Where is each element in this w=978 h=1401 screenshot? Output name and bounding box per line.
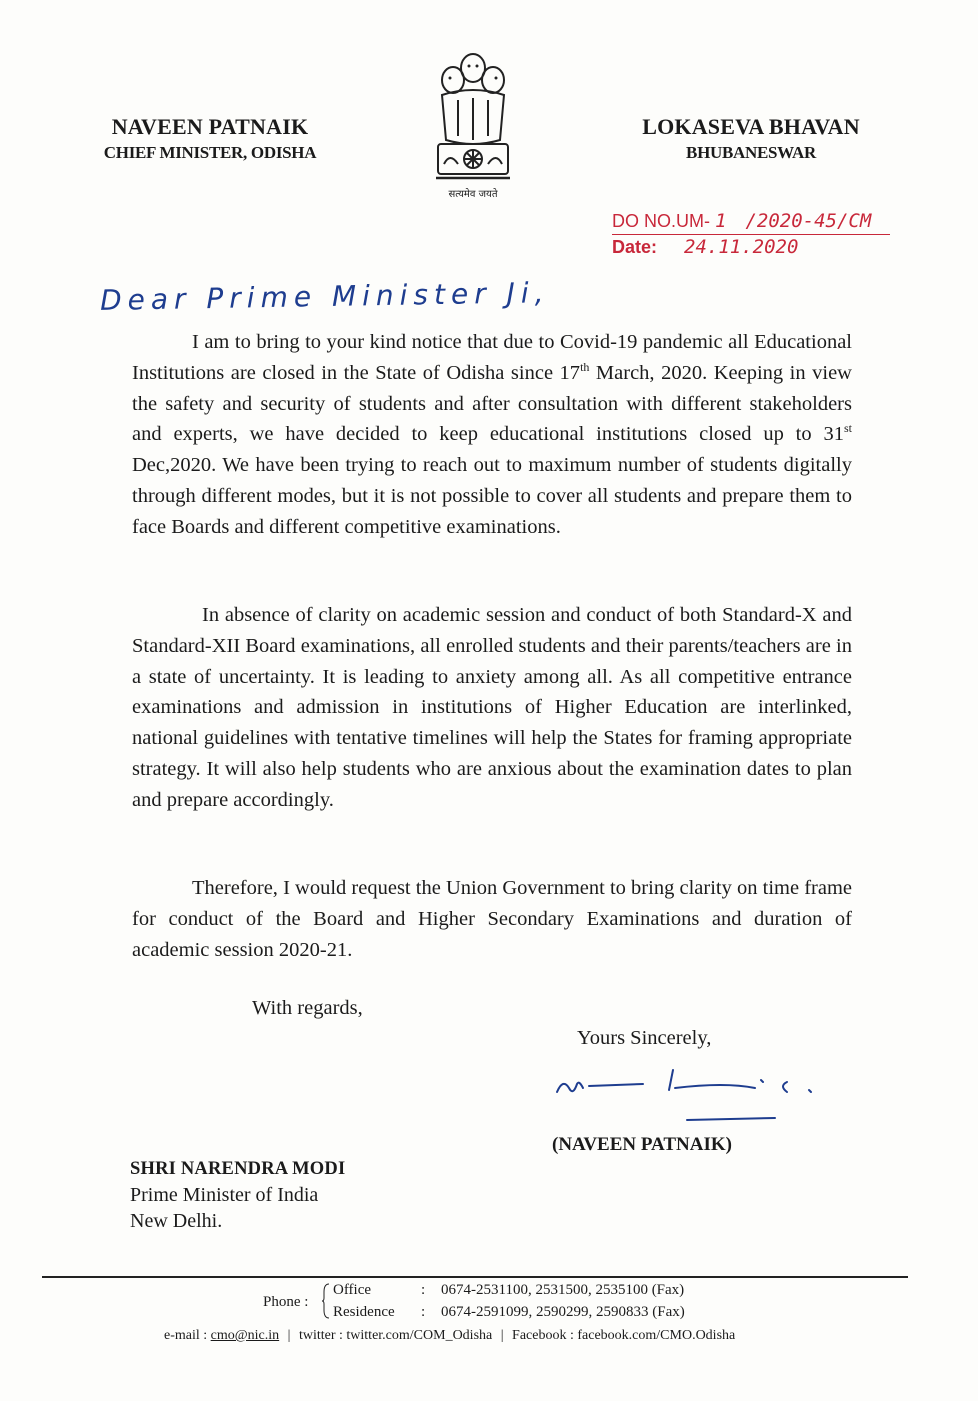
email-link[interactable]: cmo@nic.in xyxy=(210,1328,280,1343)
date-label: Date: xyxy=(612,237,658,257)
emblem-motto: सत्यमेव जयते xyxy=(448,189,498,200)
do-number-hand-2: /2020-45/CM xyxy=(745,210,872,232)
twitter-label: twitter : xyxy=(298,1328,343,1343)
office-label: Office xyxy=(333,1282,372,1298)
do-number xyxy=(612,208,902,234)
contact-line: e-mail : cmo@nic.in | twitter : twitter.com/COM_Odisha | Facebook : facebook.com/CMO.Odisha xyxy=(164,1328,736,1343)
addressee-city: New Delhi. xyxy=(130,1210,223,1232)
addressee-title: Prime Minister of India xyxy=(130,1184,319,1206)
brace-icon xyxy=(322,1283,330,1319)
do-number-hand-1: 1 xyxy=(715,210,727,232)
paragraph-1: I am to bring to your kind notice that due to Covid-19 pandemic all Educational Institutions are closed in the State of Odisha since 17th March, 2020. Keeping in view the safety and security of students and after consultation with different stakeholders and experts, we have decided to keep educational institutions closed up to 31st Dec,2020. We have been trying to reach out to maximum number of students digitally through different modes, but it is not possible to cover all students and prepare them to face Boards and different competitive examinations. xyxy=(132,331,852,538)
do-number-label: DO NO.UM- xyxy=(612,211,710,231)
office-block xyxy=(596,113,906,165)
salutation: Dear Prime Minister Ji, xyxy=(99,276,550,317)
signatory-name: (NAVEEN PATNAIK) xyxy=(552,1134,732,1155)
twitter-link[interactable]: twitter.com/COM_Odisha xyxy=(346,1328,493,1343)
addressee-block xyxy=(130,1156,345,1234)
addressee-name: SHRI NARENDRA MODI xyxy=(130,1159,346,1179)
phone-label: Phone : xyxy=(263,1294,309,1310)
handwritten-signature xyxy=(555,1058,825,1130)
letter-date xyxy=(612,234,902,260)
facebook-label: Facebook : xyxy=(512,1328,574,1343)
residence-numbers: 0674-2591099, 2590299, 2590833 (Fax) xyxy=(441,1304,685,1320)
with-regards: With regards, xyxy=(252,997,363,1019)
reference-underline xyxy=(612,234,890,235)
office-name: LOKASEVA BHAVAN xyxy=(642,114,860,139)
state-emblem xyxy=(428,40,518,210)
sender-name: NAVEEN PATNAIK xyxy=(111,114,309,139)
residence-phone-row: Residence : 0674-2591099, 2590299, 2590833 (Fax) xyxy=(333,1304,685,1320)
paragraph-3: Therefore, I would request the Union Government to bring clarity on time frame for conduct of the Board and Higher Secondary Examinations and duration of academic session 2020-21. xyxy=(132,877,852,961)
footer-divider xyxy=(42,1276,908,1278)
residence-label: Residence xyxy=(333,1304,395,1320)
facebook-link[interactable]: facebook.com/CMO.Odisha xyxy=(577,1328,736,1343)
date-value: 24.11.2020 xyxy=(684,236,799,258)
office-numbers: 0674-2531100, 2531500, 2535100 (Fax) xyxy=(441,1282,685,1298)
paragraph-2: In absence of clarity on academic session and conduct of both Standard-X and Standard-XII Board examinations, all enrolled students and their parents/teachers are in a state of uncertainty. It is leading to anxiety among all. As all competitive entrance examinations and admission in institutions of Higher Education are interlinked, national guidelines with tentative timelines will help the States for framing appropriate strategy. It will also help students who are anxious about the examination dates to plan and prepare accordingly. xyxy=(132,604,852,811)
email-label: e-mail : xyxy=(164,1328,208,1343)
sender-block xyxy=(60,113,360,165)
sender-title: CHIEF MINISTER, ODISHA xyxy=(103,143,317,162)
office-phone-row: Office : 0674-2531100, 2531500, 2535100 (Fax) xyxy=(333,1282,685,1298)
yours-sincerely: Yours Sincerely, xyxy=(577,1027,712,1049)
office-place: BHUBANESWAR xyxy=(686,143,816,162)
